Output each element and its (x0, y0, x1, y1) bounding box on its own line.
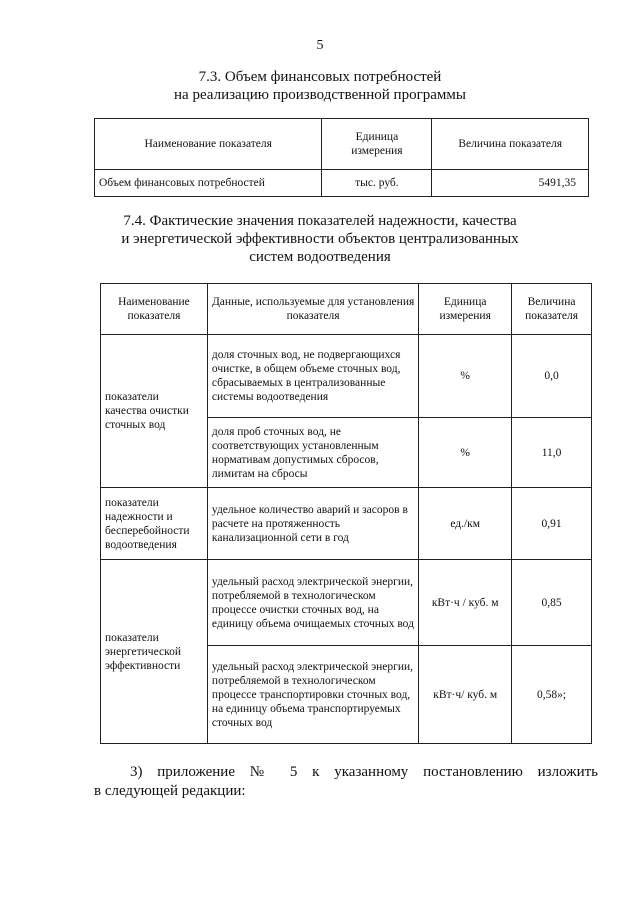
section-7-3-heading (0, 68, 640, 104)
indicators-table (100, 283, 592, 744)
table-cell: удельный расход электрической энергии, потребляемой в технологическом процессе транспортировки сточных вод, на единицу объема транспортируемых сточных вод (207, 646, 418, 744)
table-row (101, 488, 592, 560)
group-name-cell: показатели надежности и бесперебойности водоотведения (101, 488, 208, 560)
amendment-paragraph-line2: в следующей редакции: (94, 783, 246, 799)
table-cell: 0,0 (512, 335, 592, 418)
table-header-row (95, 119, 589, 170)
heading-line: систем водоотведения (249, 249, 391, 265)
column-header: Единица измерения (419, 284, 512, 335)
table-cell: доля проб сточных вод, не соответствующих установленным нормативам допустимых сбросов, лимитам на сбросы (207, 418, 418, 488)
heading-line: 7.3. Объем финансовых потребностей (198, 69, 442, 85)
table-cell: 0,91 (512, 488, 592, 560)
column-header: Единица измерения (322, 119, 432, 170)
table-cell: удельное количество аварий и засоров в расчете на протяженность канализационной сети в год (207, 488, 418, 560)
financial-needs-table (94, 118, 589, 197)
table-cell: доля сточных вод, не подвергающихся очистке, в общем объеме сточных вод, сбрасываемых в централизованные системы водоотведения (207, 335, 418, 418)
amendment-paragraph-line1: 3) приложение № 5 к указанному постановлению изложить (130, 764, 598, 780)
table-cell: % (419, 335, 512, 418)
table-row (101, 560, 592, 646)
table-cell: ед./км (419, 488, 512, 560)
table-cell: удельный расход электрической энергии, потребляемой в технологическом процессе очистки сточных вод, на единицу объема очищаемых сточных вод (207, 560, 418, 646)
table-row (95, 170, 589, 197)
table-cell: 0,85 (512, 560, 592, 646)
table-header-row (101, 284, 592, 335)
table-cell: Объем финансовых потребностей (95, 170, 322, 197)
group-name-cell: показатели качества очистки сточных вод (101, 335, 208, 488)
table-cell: % (419, 418, 512, 488)
column-header: Величина показателя (432, 119, 589, 170)
column-header: Наименование показателя (95, 119, 322, 170)
column-header: Величина показателя (512, 284, 592, 335)
section-7-4-heading (0, 212, 640, 266)
heading-line: и энергетической эффективности объектов централизованных (121, 231, 519, 247)
page-number: 5 (316, 38, 324, 53)
table-cell: 5491,35 (432, 170, 589, 197)
heading-line: на реализацию производственной программы (174, 87, 466, 103)
table-cell: 11,0 (512, 418, 592, 488)
table-cell: 0,58»; (512, 646, 592, 744)
group-name-cell: показатели энергетической эффективности (101, 560, 208, 744)
table-row (101, 335, 592, 418)
table-cell: тыс. руб. (322, 170, 432, 197)
heading-line: 7.4. Фактические значения показателей надежности, качества (123, 213, 517, 229)
column-header: Наименование показателя (101, 284, 208, 335)
table-cell: кВт·ч/ куб. м (419, 646, 512, 744)
table-cell: кВт·ч / куб. м (419, 560, 512, 646)
column-header: Данные, используемые для установления показателя (207, 284, 418, 335)
